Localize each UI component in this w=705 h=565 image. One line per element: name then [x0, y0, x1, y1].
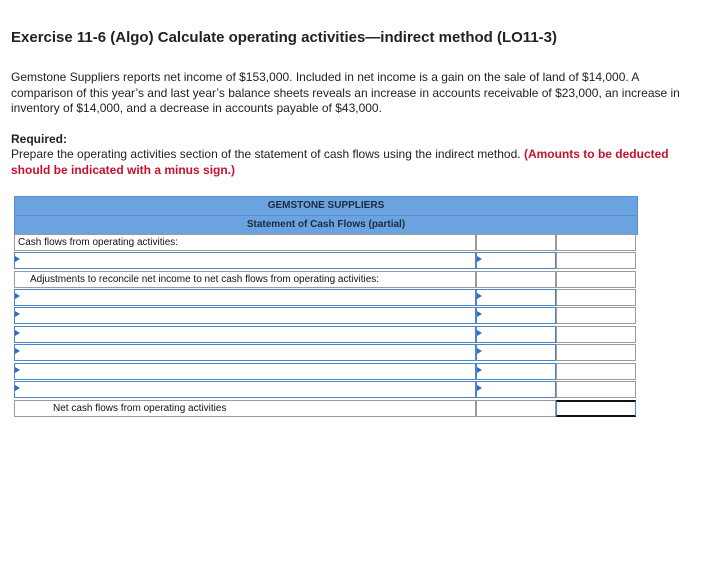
- dropdown-arrow-icon[interactable]: [477, 311, 482, 317]
- amount-input-cell[interactable]: [476, 307, 556, 324]
- description-input[interactable]: [15, 385, 475, 400]
- section-label: Cash flows from operating activities:: [14, 234, 476, 251]
- description-input[interactable]: [15, 330, 475, 345]
- dropdown-arrow-icon[interactable]: [477, 385, 482, 391]
- dropdown-arrow-icon[interactable]: [477, 256, 482, 262]
- amount-input-cell[interactable]: [476, 344, 556, 361]
- amount-input[interactable]: [477, 367, 555, 382]
- description-input[interactable]: [15, 348, 475, 363]
- instructions-text: Prepare the operating activities section of the statement of cash flows using the indirect method.: [11, 147, 521, 161]
- dropdown-arrow-icon[interactable]: [15, 385, 20, 391]
- amount-input[interactable]: [477, 348, 555, 363]
- dropdown-arrow-icon[interactable]: [15, 367, 20, 373]
- total-label: Net cash flows from operating activities: [14, 400, 476, 417]
- total-cell: [556, 252, 636, 269]
- dropdown-arrow-icon[interactable]: [477, 293, 482, 299]
- total-cell: [556, 344, 636, 361]
- description-input-cell[interactable]: [14, 344, 476, 361]
- amount-input-cell[interactable]: [476, 252, 556, 269]
- adjustments-label: Adjustments to reconcile net income to net cash flows from operating activities:: [14, 271, 476, 288]
- total-cell: [556, 289, 636, 306]
- description-input-cell[interactable]: [14, 252, 476, 269]
- description-input-cell[interactable]: [14, 326, 476, 343]
- amount-input-cell[interactable]: [476, 326, 556, 343]
- description-input-cell[interactable]: [14, 289, 476, 306]
- total-input-cell[interactable]: [556, 400, 636, 417]
- description-input[interactable]: [15, 311, 475, 326]
- description-input-cell[interactable]: [14, 307, 476, 324]
- total-cell: [556, 326, 636, 343]
- exercise-title: Exercise 11-6 (Algo) Calculate operating activities—indirect method (LO11-3): [11, 29, 557, 46]
- total-cell: [556, 271, 636, 288]
- instructions-note: (Amounts to be deducted should be indicated with a minus sign.): [11, 147, 669, 177]
- amount-cell: [476, 234, 556, 251]
- dropdown-arrow-icon[interactable]: [15, 348, 20, 354]
- dropdown-arrow-icon[interactable]: [477, 348, 482, 354]
- problem-text: Gemstone Suppliers reports net income of $153,000. Included in net income is a gain on the sale of land of $14,000. A comparison of this year’s and last year’s balance sheets reveals an increase in accounts receivable of $23,000, an increase in inventory of $14,000, and a decrease in accounts payable of $43,000.: [11, 70, 680, 115]
- description-input-cell[interactable]: [14, 363, 476, 380]
- dropdown-arrow-icon[interactable]: [477, 367, 482, 373]
- total-cell: [556, 381, 636, 398]
- dropdown-arrow-icon[interactable]: [15, 311, 20, 317]
- required-label: Required:: [11, 132, 68, 146]
- total-cell: [556, 307, 636, 324]
- amount-input-cell[interactable]: [476, 381, 556, 398]
- amount-input-cell[interactable]: [476, 289, 556, 306]
- company-header: GEMSTONE SUPPLIERS: [14, 196, 638, 216]
- amount-cell: [476, 271, 556, 288]
- total-cell: [556, 363, 636, 380]
- amount-input[interactable]: [477, 256, 555, 271]
- instructions: [11, 147, 691, 178]
- description-input-cell[interactable]: [14, 381, 476, 398]
- amount-input[interactable]: [477, 293, 555, 308]
- amount-input[interactable]: [477, 311, 555, 326]
- amount-cell: [476, 400, 556, 417]
- description-input[interactable]: [15, 367, 475, 382]
- dropdown-arrow-icon[interactable]: [15, 330, 20, 336]
- description-input[interactable]: [15, 293, 475, 308]
- dropdown-arrow-icon[interactable]: [15, 256, 20, 262]
- net-cash-flows-input[interactable]: [557, 406, 635, 419]
- statement-subtitle: Statement of Cash Flows (partial): [14, 215, 638, 235]
- total-cell: [556, 234, 636, 251]
- amount-input[interactable]: [477, 385, 555, 400]
- amount-input-cell[interactable]: [476, 363, 556, 380]
- dropdown-arrow-icon[interactable]: [477, 330, 482, 336]
- amount-input[interactable]: [477, 330, 555, 345]
- dropdown-arrow-icon[interactable]: [15, 293, 20, 299]
- description-input[interactable]: [15, 256, 475, 271]
